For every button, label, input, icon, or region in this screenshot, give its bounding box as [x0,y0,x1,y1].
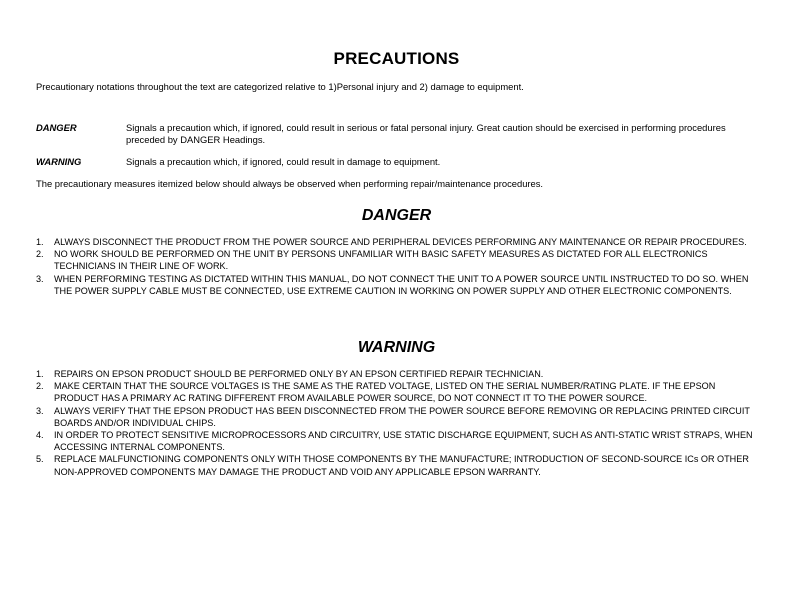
warning-definition-text: Signals a precaution which, if ignored, could result in damage to equipment. [126,156,441,167]
danger-list-item [36,273,758,297]
danger-list-item [36,248,758,272]
danger-heading: DANGER [361,207,432,224]
intro-paragraph: Precautionary notations throughout the text are categorized relative to 1)Personal injury and 2) damage to equipment. [36,81,524,92]
warning-list-item [36,429,758,453]
list-item-number: 4. [36,430,44,441]
warning-list-item [36,453,758,477]
list-item-number: 3. [36,273,44,284]
list-item-number: 1. [36,237,44,247]
list-item-number: 2. [36,381,44,392]
list-item-text: REPAIRS ON EPSON PRODUCT SHOULD BE PERFORMED ONLY BY AN EPSON CERTIFIED REPAIR TECHNICIAN. [54,369,544,379]
list-item-number: 2. [36,249,44,260]
list-item-text: MAKE CERTAIN THAT THE SOURCE VOLTAGES IS THE SAME AS THE RATED VOLTAGE, LISTED ON THE SERIAL NUMBER/RATING PLATE. IF THE EPSON PRODUCT HAS A PRIMARY AC RATING DIFFERENT FROM AVAILABLE POWER SOURCE, DO NOT CONNECT IT TO THE POWER SOURCE. [54,381,716,404]
list-item-text: WHEN PERFORMING TESTING AS DICTATED WITHIN THIS MANUAL, DO NOT CONNECT THE UNIT TO A POWER SOURCE UNTIL INSTRUCTED TO DO SO. WHEN THE POWER SUPPLY CABLE MUST BE CONNECTED, USE EXTREME CAUTION IN WORKING ON POWER SUPPLY AND OTHER ELECTRONIC COMPONENTS. [54,273,749,296]
page-title: PRECAUTIONS [333,49,460,68]
list-item-text: IN ORDER TO PROTECT SENSITIVE MICROPROCESSORS AND CIRCUITRY, USE STATIC DISCHARGE EQUIPMENT, SUCH AS ANTI-STATIC WRIST STRAPS, WHEN ACCESSING INTERNAL COMPONENTS. [54,430,753,453]
danger-definition-term: DANGER [36,122,77,133]
warning-definition-term: WARNING [36,156,82,167]
list-item-text: NO WORK SHOULD BE PERFORMED ON THE UNIT BY PERSONS UNFAMILIAR WITH BASIC SAFETY MEASURES AS DICTATED FOR ALL ELECTRONICS TECHNICIANS IN THEIR LINE OF WORK. [54,249,708,272]
list-item-number: 5. [36,454,44,465]
warning-list-item [36,380,758,404]
list-item-text: ALWAYS DISCONNECT THE PRODUCT FROM THE POWER SOURCE AND PERIPHERAL DEVICES PERFORMING ANY MAINTENANCE OR REPAIR PROCEDURES. [54,237,747,247]
danger-list-item [36,236,758,248]
list-item-text: REPLACE MALFUNCTIONING COMPONENTS ONLY WITH THOSE COMPONENTS BY THE MANUFACTURE; INTRODUCTION OF SECOND-SOURCE ICs OR OTHER NON-APPROVED COMPONENTS MAY DAMAGE THE PRODUCT AND VOID ANY APPLICABLE EPSON WARRANTY. [54,454,749,477]
warning-heading: WARNING [357,339,436,356]
warning-list [36,368,758,478]
list-item-text: ALWAYS VERIFY THAT THE EPSON PRODUCT HAS BEEN DISCONNECTED FROM THE POWER SOURCE BEFORE REMOVING OR REPLACING PRINTED CIRCUIT BOARDS AND/OR INDIVIDUAL CHIPS. [54,405,750,428]
list-item-number: 1. [36,369,44,379]
measures-note: The precautionary measures itemized below should always be observed when performing repair/maintenance procedures. [36,178,544,189]
danger-definition-text: Signals a precaution which, if ignored, could result in serious or fatal personal injury. Great caution should be exercised in performing procedures preceded by DANGER Headings. [126,122,726,145]
warning-list-item [36,368,758,380]
warning-list-item [36,405,758,429]
danger-list [36,236,758,297]
list-item-number: 3. [36,405,44,416]
